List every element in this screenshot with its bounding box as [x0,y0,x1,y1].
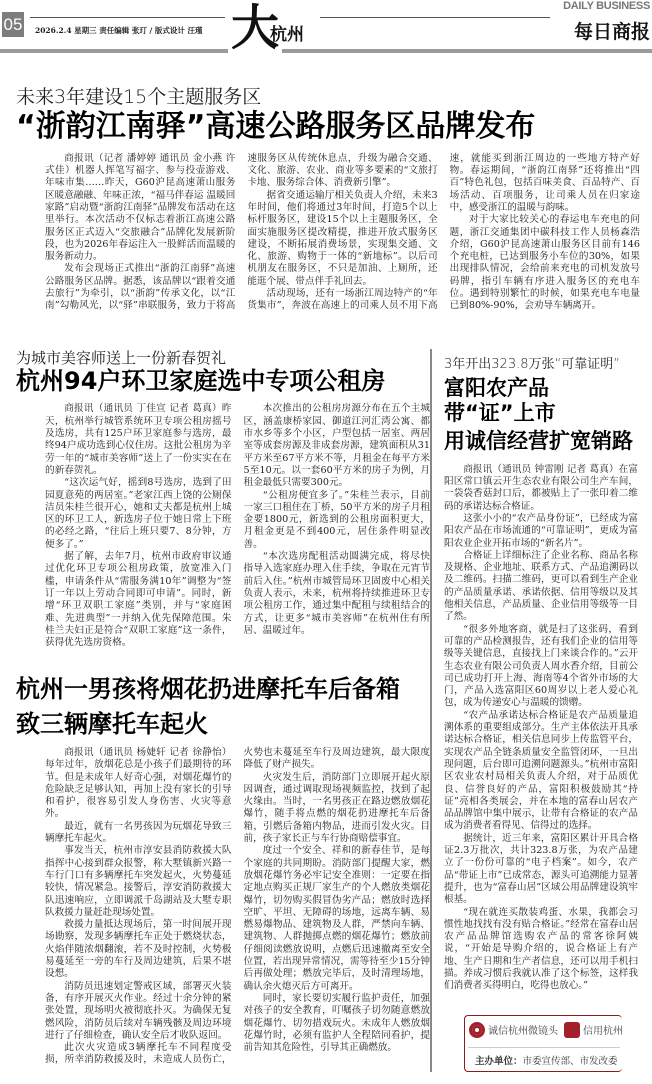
paragraph: “公租房便宜多了。”朱桂兰表示，目前一家三口租住在丁桥，50平方米的房子月租金要1800元，新选到的公租房面积更大，月租金更是不到400元，居住条件明显改善。 [243,489,430,550]
paragraph: 据省交通运输厅相关负责人介绍，未来3年时间，他们将通过3年时间，打造5个以上标杆服务区，建设15个以上主题服务区，全面实施服务区提改精提，推进开放式服务区建设，不断拓展消费场景，实现集交通、文化、旅游、购物于一体的“新地标”。以后司机朋友在服务区，不只是加油、上厕所，还能逛个展、带点伴手礼回去。 [247,189,438,287]
paragraph: 事发当天，杭州市淳安县消防救援大队指挥中心接到群众报警，称大墅镇新兴路一车行门口有多辆摩托车突发起火，火势蔓延较快，情况紧急。接警后，淳安消防救援大队迅速响应，立即调派千岛湖站及大墅专职队救援力量赶赴现场处置。 [45,845,232,918]
paragraph: 商报讯（通讯员 丁佳宣 记者 葛真）昨天，杭州举行城管系统环卫专项公租房摇号及选房，共有125户环卫家庭参与选房，最终94户成功选到心仪住房。这批公租房为辛劳一年的“城市美容师”送上了一份实实在在的新春贺礼。 [45,403,232,476]
paragraph: 据了解，去年7月，杭州市政府审议通过优化环卫专项公租房政策，放宽准入门槛，申请条件从“需服务满10年”调整为“签订一年以上劳动合同即可申请”。同时，新增“环卫双职工家庭”类别，并与“家庭困难、先进典型”一并纳入优先保障范围。朱桂兰夫妇正是符合“双职工家庭”这一条件，获得优先选房资格。 [45,551,232,649]
paragraph: 商报讯（记者 潘婷婷 通讯员 金小燕 许式佳）机器人挥笔写福字、参与投壶游戏、年味市集……昨天，G60沪昆高速萧山服务区暖意融融、年味正浓，“福马伴春运 温暖回家路”启动暨“浙韵江南驿”品牌发布活动在这里举行。本次活动不仅标志着浙江高速公路服务区正式迈入“交旅融合”品牌化发展新阶段，也为2026年春运注入一股鲜活而温暖的服务新动力。 [45,152,236,263]
right-column [430,349,638,1072]
article-sanitation-housing [16,349,430,650]
paragraph: “这次运气好，摇到8号选房，选到了田园夏意苑的两居室。”老家江西上饶的公厕保洁员朱桂兰很开心，她和丈夫都是杭州上城区的环卫工人，新选房子位于她日常上下班的必经之路，“往后上班只要7、8分钟，方便多了。” [45,477,232,550]
paragraph: 同时，家长要切实履行监护责任，加强对孩子的安全教育，叮嘱孩子切勿随意燃放烟花爆竹、切勿措戏玩火。未成年人燃放烟花爆竹时，必须有监护人全程陪同看护，提前告知其危险性，引导其正确燃放。 [243,992,430,1054]
paragraph: 合格证上详细标注了企业名称、商品名称及规格、企业地址、联系方式、产品追溯码以及二维码。扫描二维码，更可以看到生产企业的产品质量承诺、承诺依据、信用等级以及其他相关信息，产品质量、企业信用等级等一目了然。 [444,549,638,623]
paragraph: “现在就连买散装鸡蛋、水果，我都会习惯性地找找有没有贴合格证。”经常在富春山居农产品品牌馆选购农产品的常客徐阿姨说，“开始是导购介绍的，说合格证上有产地、生产日期和生产者信息，还可以用手机扫描。养成习惯后我就认准了这个标签，这样我们消费者买得明白，吃得也放心。” [444,906,638,992]
paragraph: 度过一个安全、祥和的新春佳节，是每个家庭的共同期盼。消防部门提醒大家，燃放烟花爆竹务必牢记安全准则：一定要在指定地点购买正规厂家生产的个人燃放类烟花爆竹，切勿购买假冒伪劣产品；燃放时选择空旷、平坦、无障碍的场地，远离车辆、易燃易爆物品、建筑物及人群，严禁向车辆、建筑物、人群抛掷点燃的烟花爆竹；燃放前仔细阅读燃放说明，点燃后迅速撤离至安全位置，若出现异常情况，需等待至少15分钟后再做处理；燃放完毕后，及时清理场地，确认余火熄灭后方可离开。 [243,845,430,992]
article-1-kicker: 未来3年建设15个主题服务区 [16,86,262,108]
paragraph: 最近，就有一名男孩因为玩烟花导致三辆摩托车起火。 [45,820,232,845]
logo-text: 信用杭州 [583,1026,623,1038]
article-4-headline-line1: 杭州一男孩将烟花扔进摩托车后备箱 [16,675,400,704]
section-title: 杭州 [270,25,304,45]
article-3-headline-line2: 用诚信经营扩宽销路 [444,428,633,453]
article-fuyang-certificate [444,357,638,993]
article-3-headline-line1: 富阳农产品带“证”上市 [444,376,556,426]
paragraph: “农产品承诺达标合格证是农产品质量追溯体系的重要组成部分。生产主体依法开具承诺达标合格证，相关信息同步上传监管平台，实现农产品全链条质量安全监管闭环，一旦出现问题，后台即可追溯问题源头。”杭州市富阳区农业农村局相关负责人介绍，对于品质优良、信誉良好的产品，富阳积极鼓励其“持证”亮相各类展会，并在本地的富春山居农产品品牌馆中集中展示，让带有合格证的农产品成为消费者看得见、信得过的选择。 [444,709,638,832]
paragraph: 救援力量抵达现场后，第一时间展开现场勘察，发现多辆摩托车正处于燃烧状态，火焰伴随浓烟翻滚，若不及时控制，火势极易蔓延至一旁的车行及周边建筑，后果不堪设想。 [45,919,232,980]
brand-english: DAILY BUSINESS [563,0,650,12]
sponsor-label: 主办单位： [475,1055,523,1067]
article-firework-fire [16,675,430,1066]
sponsor-line [475,1053,618,1067]
page-number: 05 [2,12,24,37]
article-2-body [45,403,430,649]
article-1-body [45,153,640,313]
paragraph: 商报讯（通讯员 杨婕轩 记者 徐静怡）每年过年，放烟花总是小孩子们最期待的环节。但是未成年人好奇心强，对烟花爆竹的危险缺乏足够认知，再加上没有家长的引导和看护，很容易引发人身伤害、火灾等意外。 [45,746,232,820]
header-rule [320,17,550,18]
header-rule [30,17,225,18]
sponsor-ad-box [464,1015,622,1072]
paragraph: 发布会现场正式推出“浙韵江南驿”高速公路服务区品牌。据悉，该品牌以“跟着交通去旅行”为牵引，以“浙韵”传承文化，以“江南”勾勒风光，以“驿”串联服务，致力于将高速服务区从传统休息点，升级为融合交通、文化、旅游、农业、商业等多要素的“文旅打卡地、服务综合体、消费新引擎”。 [45,152,438,312]
masthead [0,0,652,60]
article-2-kicker: 为城市美容师送上一份新春贺礼 [16,348,227,367]
paragraph: 活动现场，还有一场浙江周边特产的“年货集市”，奔波在高速上的司乘人员不用下高速，就能买到浙江周边的一些地方特产好物。春运期间，“浙韵江南驿”还将推出“四百”特色礼包，包括百味美食、百品特产、百场活动、百项服务，让司乘人员在归家途中，感受浙江的温暖与韵味。 [247,152,640,312]
article-4-body [45,747,430,1067]
divider [468,1047,620,1048]
article-1-headline: “浙韵江南驿”高速公路服务区品牌发布 [16,108,536,144]
sponsor-value: 市委宣传部、市发改委 [522,1055,618,1067]
page-content [0,60,652,1084]
paragraph: “本次选房配租活动圆满完成，将尽快指导入选家庭办理入住手续，争取在元宵节前后入住。”杭州市城管局环卫固废中心相关负责人表示，未来，杭州将持续推进环卫专项公租房工作，通过集中配租与续租结合的方式，让更多“城市美容师”在杭州住有所居、温暖过年。 [243,551,430,636]
paragraph: “很多外地客商，就是扫了这张码，看到可靠的产品检测报告，还有我们企业的信用等级等关键信息，直接找上门来谈合作的。”云开生态农业有限公司负责人周水香介绍，目前公司已成功打开上海、海南等4个省外市场的大门，产品入选富阳区60周岁以上老人爱心礼包，成为传递安心与温暖的馈赠。 [444,623,638,709]
article-2-headline: 杭州94户环卫家庭选中专项公租房 [16,366,386,395]
dateline: 2026.2.4 星期三 责任编辑 张玎 / 版式设计 汪瑾 [35,26,203,35]
header-bar [0,49,652,53]
lower-section [16,349,640,1072]
article-4-headline-line2: 致三辆摩托车起火 [16,710,208,739]
left-column [16,349,430,1067]
paragraph: 商报讯（通讯员 钟雷刚 记者 葛真）在富阳区常口镇云开生态农业有限公司生产车间，一袋袋香菇封口后，都被贴上了一张印着二维码的承诺达标合格证。 [444,463,638,512]
paragraph: 消防员迅速划定警戒区域，部署灭火装备，有序开展灭火作业。经过十余分钟的紧张处置，现场明火被彻底扑灭。为确保无复燃风险，消防员后续对车辆残骸及周边环境进行了仔细检查，确认安全后才收队返回。 [45,980,232,1041]
paragraph: 这张小小的“农产品身份证”，已经成为富阳农产品在市场流通的“可靠证明”，更成为富阳农业企业开拓市场的“新名片”。 [444,513,638,549]
paragraph: 据统计，近三年来，富阳区累计开具合格证2.3万批次，共计323.8万张，为农产品建立了一份份可靠的“电子档案”。如今，农产品“带证上市”已成常态，源头可追溯能力显著提升，也为“富春山居”区域公用品牌建设筑牢根基。 [444,832,638,906]
paragraph: 此次火灾造成3辆摩托车不同程度受损，所幸消防救援及时，未造成人员伤亡，火势也未蔓延至车行及周边建筑，最大限度降低了财产损失。 [45,746,430,1066]
brand-chinese: 每日商报 [573,21,650,43]
paragraph: 对于大家比较关心的春运电车充电的问题，浙江交通集团中碳科技工作人员杨森浩介绍，G60沪昆高速萧山服务区目前有146个充电桩，已达到服务小车位的30%，如果出现排队情况，会给前来充电的司机发放号码牌，指引车辆有序进入服务区的充电车位。遇到特别繁忙的时候，如果充电车电量已到80%-90%，会劝导车辆离开。 [449,214,640,312]
logo-text: 诚信杭州微镜头 [488,1026,558,1038]
paragraph: 本次推出的公租房房源分布在五个主城区，涵盖康桥家园、御道江河汇湾公寓、都市水乡等多个小区，户型包括一居室、两居室等成套房源及非成套房源，建筑面积从31平方米至67平方米不等，月租金在每平方米5至10元。以一套60平方米的房子为例，月租金最低只需要300元。 [243,403,430,489]
section-logo: 大 [228,0,282,56]
paragraph: 火灾发生后，消防部门立即展开起火原因调查，通过调取现场视频监控，找到了起火缘由。当时，一名男孩正在路边燃放烟花爆竹，随手将点燃的烟花扔进摩托车后备箱，引燃后备箱内物品，进而引发火灾。目前，孩子家长正与车行协商赔偿事宜。 [243,771,430,845]
article-3-kicker: 3年开出323.8万张“可靠证明” [444,356,620,372]
article-3-body [444,464,638,993]
article-service-area-brand [16,86,640,313]
